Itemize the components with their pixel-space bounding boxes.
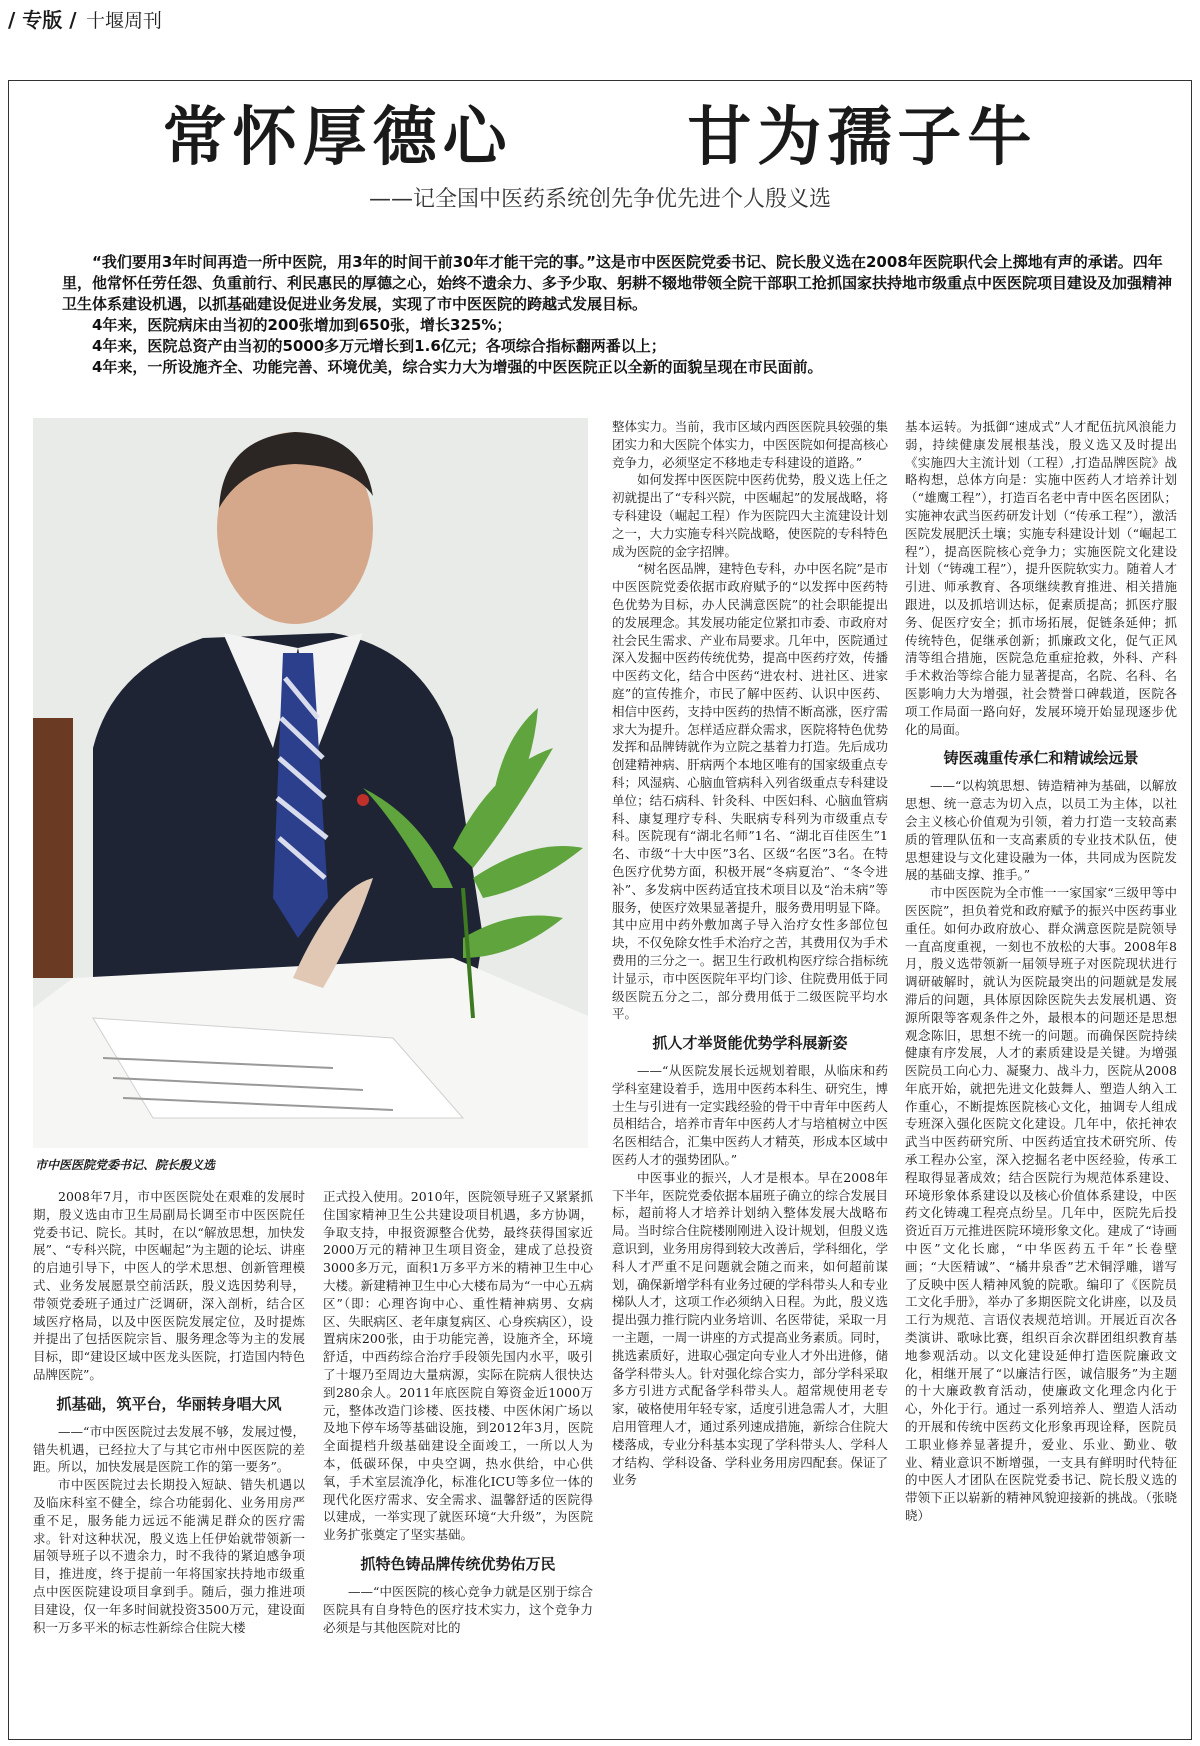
body-paragraph [905, 884, 1177, 1525]
section-heading: 铸医魂重传承仁和精诚绘远景 [943, 749, 1139, 768]
section-heading: 抓特色铸品牌传统优势佑万民 [360, 1554, 556, 1573]
body-paragraph: 2008年7月，市中医医院处在艰难的发展时期，殷义选由市卫生局副局长调至市中医医院任党委书记、院长。其时，在以“解放思想，加快发展”、“专科兴院，中医崛起”为主题的论坛、讲座的启迪引导下，中医人的学术思想、创新管理模式、业务发展愿景空前活跃，殷义选因势利导，带领党委班子通过广泛调研，深入剖析，结合区域医疗格局，以及中医医院发展定位，及时提炼并提出了包括医院宗旨、服务理念等为主的发展目标，即“建设区域中医龙头医院，打造国内特色品牌医院”。 [33, 1189, 305, 1382]
article-column-4 [905, 418, 1177, 1740]
article-lead [62, 252, 1172, 378]
body-paragraph: 基本运转。为抵御“速成式”人才配伍抗风浪能力弱，持续健康发展根基浅，殷义选又及时提出《实施四大主流计划（工程）,打造品牌医院》战略构想，总体方向是：实施中医药人才培养计划（“雄鹰工程”），打造百名老中青中医名医团队；实施神农武当医药研发计划（“传承工程”），激活医院发展肥沃土壤；实施专科建设计划（“崛起工程”），提高医院核心竞争力；实施医院文化建设计划（“铸魂工程”），提升医院软实力。随着人才引进、师承教育、各项继续教育推进、相关措施跟进，以及抓培训达标，促素质提高；抓医疗服务、促医疗安全；抓市场拓展，促链条延伸；抓传统特色，促继承创新；抓廉政文化，促气正风清等组合措施，医院急危重症抢救，外科、产科手术救治等综合能力显著提高，名院、名科、名医影响力大为增强，社会赞誉口碑载道，医院各项工作局面一路向好，发展环境开始显现逐步优化的局面。 [905, 419, 1177, 737]
article-subtitle: ——记全国中医药系统创先争优先进个人殷义选 [368, 187, 831, 212]
lead-paragraph: 4年来，医院总资产由当初的5000多万元增长到1.6亿元；各项综合指标翻两番以上； [92, 337, 666, 355]
article-column-2 [323, 1188, 593, 1740]
page-header [0, 0, 1200, 44]
photo-caption: 市中医医院党委书记、院长殷义选 [35, 1158, 216, 1172]
body-paragraph: ——“以构筑思想、铸造精神为基础，以解放思想、统一意志为切入点，以员工为主体，以社会主义核心价值观为引领，着力打造一支较高素质的管理队伍和一支高素质的专业技术队伍，使思想建设与文化建设融为一体，共同成为医院发展的基础支撑、推手。” [905, 778, 1177, 883]
publication-name: 十堰周刊 [86, 10, 163, 32]
body-paragraph: “树名医品牌，建特色专科，办中医名院”是市中医医院党委依据市政府赋予的“以发挥中医药特色优势为目标，办人民满意医院”的社会职能提出的发展理念。其发展功能定位紧扣市委、市政府对社会民生需求、产业布局要求。几年中，医院通过深入发掘中医药传统优势，提高中医药疗效，传播中医药文化，结合中医药“进农村、进社区、进家庭”的宣传推介，市民了解中医药、认识中医药、相信中医药，支持中医药的热情不断高涨，医疗需求大为提升。怎样适应群众需求，医院将特色优势发挥和品牌铸就作为立院之基着力打造。先后成功创建精神病、肝病两个本地区唯有的国家级重点专科；风湿病、心脑血管病科入列省级重点专科建设单位；结石病科、针灸科、中医妇科、心脑血管病科、康复理疗专科、失眠病专科列为市级重点专科。医院现有“湖北名师”1名、“湖北百佳医生”1名、市级“十大中医”3名、区级“名医”3名。在特色医疗优势方面，积极开展“冬病夏治”、“冬令进补”、多发病中医药适宜技术项目以及“治未病”等服务，使医疗效果显著提升，服务费用明显下降。其中应用中药外敷加离子导入治疗女性多部位包块，不仅免除女性手术治疗之苦，其费用仅为手术费用的三分之一。据卫生行政机构医疗综合指标统计显示，市中医医院年平均门诊、住院费用低于同级医院五分之二，部分费用低于二级医院平均水平。 [612, 561, 888, 1022]
portrait-illustration [33, 418, 588, 1148]
body-paragraph: 正式投入使用。2010年，医院领导班子又紧紧抓住国家精神卫生公共建设项目机遇，多方协调，争取支持，申报资源整合优势，最终获得国家近2000万元的精神卫生项目资金，建成了总投资3000多万元，面积1万多平方米的精神卫生中心大楼。新建精神卫生中心大楼布局为“一中心五病区”（即：心理咨询中心、重性精神病男、女病区、失眠病区、老年康复病区、心身疾病区），设置病床200张，由于功能完善，设施齐全，环境舒适，中西药综合治疗手段领先国内水平，吸引了十堰乃至周边大量病源，实际在院病人很快达到280余人。2011年底医院自筹资金近1000万元，整体改造门诊楼、医技楼、中医休闲广场以及地下停车场等基础设施，到2012年3月，医院全面提档升级基础建设全面竣工，一所以人为本，低碳环保，中央空调，热水供给，中心供氧，手术室层流净化，标准化ICU等多位一体的现代化医疗需求、安全需求、温馨舒适的医院得以建成，一举实现了就医环境“大升级”，为医院业务扩张奠定了坚实基础。 [323, 1189, 593, 1543]
lead-paragraph: 4年来，一所设施齐全、功能完善、环境优美，综合实力大为增强的中医医院正以全新的面貌呈现在市民面前。 [92, 358, 823, 376]
section-label: / 专版 / [8, 8, 77, 32]
section-heading: 抓基础，筑平台，华丽转身唱大风 [56, 1394, 282, 1413]
body-text: 市中医医院为全市惟一一家国家“三级甲等中医医院”，担负着党和政府赋予的振兴中医药事业重任。如何办政府放心、群众满意医院是院领导一直高度重视，一刻也不放松的大事。2008年8月，殷义选带领新一届领导班子对医院现状进行调研破解时，就认为医院最突出的问题就是发展滞后的问题，具体原因除医院失去发展机遇、资源所限等客观条件之外，最根本的问题还是思想观念陈旧，思想不统一的问题。而确保医院持续健康有序发展，人才的素质建设是关键。为增强医院员工向心力、凝聚力、战斗力，医院从2008年底开始，就把先进文化鼓舞人、塑造人纳入工作重心，不断提炼医院核心文化，抽调专人组成专班深入强化医院文化建设。几年中，依托神农武当中医药研究所、中医药适宜技术研究所、传承工程办公室，深入挖掘名老中医经验，传承工程取得显著成效；结合医院行为规范体系建设、环境形象体系建设以及核心价值体系建设，中医药文化铸魂工程亮点纷呈。几年中，医院先后投资近百万元推进医院环境形象文化。建成了“诗画中医”文化长廊，“中华医药五千年”长卷壁画；“大医精诚”、“橘井泉香”艺术铜浮雕，谱写了反映中医人精神风貌的院歌。编印了《医院员工文化手册》，举办了多期医院文化讲座，以及员工行为规范、言语仪表规范培训。开展近百次各类演讲、歌咏比赛，组织百余次群团组织教育基地参观活动。以文化建设延伸打造医院廉政文化，相继开展了“以廉洁行医，诚信服务”为主题的十大廉政教育活动，使廉政文化理念内化于心，外化于行。通过一系列培养人、塑造人活动的开展和传统中医药文化形象再现诠释，医院员工职业修养显著提升，爱业、乐业、勤业、敬业、精业意识不断增强，一支具有鲜明时代特征的中医人才团队在医院党委书记、院长殷义选的带领下正以崭新的精神风貌迎接新的挑战。 [905, 885, 1177, 1506]
article-column-1 [33, 1188, 305, 1740]
body-paragraph: 市中医医院过去长期投入短缺、错失机遇以及临床科室不健全，综合功能弱化、业务用房严重不足，服务能力远远不能满足群众的医疗需求。针对这种状况，殷义选上任伊始就带领新一届领导班子以不遗余力，时不我待的紧迫感争项目，推进度，终于提前一年将国家扶持地市级重点中医医院建设项目拿到手。随后，强力推进项目建设，仅一年多时间就投资3500万元，建设面积一万多平米的标志性新综合住院大楼 [33, 1477, 305, 1635]
section-heading: 抓人才举贤能优势学科展新姿 [652, 1034, 848, 1053]
author-byline: （张晓晓） [905, 1490, 1177, 1524]
body-paragraph: ——“从医院发展长远规划着眼，从临床和药学科室建设着手，选用中医药本科生、研究生，博士生与引进有一定实践经验的骨干中青年中医药人员相结合，培养市青年中医药人才与培植树立中医名医相结合，汇集中医药人才精英，形成本区域中医药人才的强势团队。” [612, 1063, 888, 1168]
portrait-photo [33, 418, 588, 1148]
body-paragraph: 如何发挥中医医院中医药优势，殷义选上任之初就提出了“专科兴院，中医崛起”的发展战略，将专科建设（崛起工程）作为医院四大主流建设计划之一，大力实施专科兴院战略，使医院的专科特色成为医院的金字招牌。 [612, 472, 888, 559]
body-paragraph: ——“中医医院的核心竞争力就是区别于综合医院具有自身特色的医疗技术实力，这个竞争力必须是与其他医院对比的 [323, 1583, 593, 1635]
body-paragraph: 中医事业的振兴，人才是根本。早在2008年下半年，医院党委依据本届班子确立的综合发展目标，超前将人才培养计划纳入整体发展大战略布局。当时综合住院楼刚刚进入设计规划，但殷义选意识到，业务用房得到较大改善后，学科细化，学科人才严重不足问题就会随之而来，如何超前谋划，确保新增学科有业务过硬的学科带头人和专业梯队人才，这项工作必须纳入日程。为此，殷义选提出强力推行院内业务培训、名医带徒，采取一月一主题，一周一讲座的方式提高业务素质。同时，挑选素质好，进取心强定向专业人才外出进修，储备学科带头人。针对强化综合实力，部分学科采取多方引进方式配备学科带头人。超常规使用老专家，破格使用年轻专家，适度引进急需人才，大胆启用管理人才，通过系列速成措施，新综合住院大楼落成，专业分科基本实现了学科带头人、学科人才结构、学科设备、学科业务用房四配套。保证了业务 [612, 1169, 888, 1488]
lead-paragraph: “我们要用3年时间再造一所中医院，用3年的时间干前30年才能干完的事。”这是市中医医院党委书记、院长殷义选在2008年医院职代会上掷地有声的承诺。四年里，他常怀任劳任怨、负重前行、利民惠民的厚德之心，始终不遗余力、多予少取、躬耕不辍地带领全院干部职工抢抓国家扶持地市级重点中医医院项目建设及加强精神卫生体系建设机遇，以抓基础建设促进业务发展，实现了市中医医院的跨越式发展目标。 [62, 253, 1173, 313]
body-paragraph: ——“市中医医院过去发展不够，发展过慢，错失机遇，已经拉大了与其它市州中医医院的差距。所以，加快发展是医院工作的第一要务”。 [33, 1423, 305, 1475]
article-column-3 [612, 418, 888, 1740]
article-title: 常怀厚德心 甘为孺子牛 [162, 100, 1038, 175]
body-paragraph: 整体实力。当前，我市区域内西医医院具较强的集团实力和大医院个体实力，中医医院如何提高核心竞争力，必须坚定不移地走专科建设的道路。” [612, 419, 888, 470]
lead-paragraph: 4年来，医院病床由当初的200张增加到650张，增长325%； [92, 316, 512, 334]
